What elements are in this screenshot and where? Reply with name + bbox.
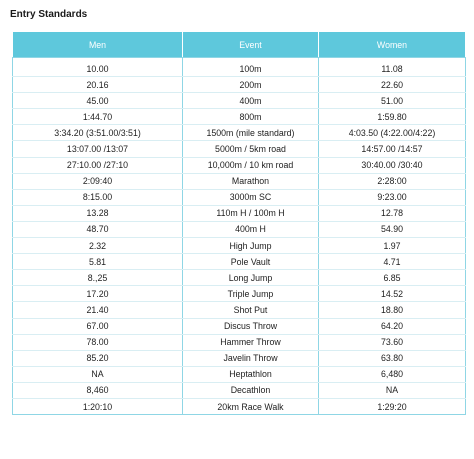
cell-event: High Jump bbox=[183, 238, 319, 254]
table-row bbox=[13, 109, 466, 125]
cell-event: Triple Jump bbox=[183, 286, 319, 302]
cell-event: 200m bbox=[183, 77, 319, 93]
page-title: Entry Standards bbox=[10, 9, 88, 20]
cell-women: 6,480 bbox=[319, 366, 466, 382]
cell-men: 67.00 bbox=[13, 318, 183, 334]
table-row bbox=[13, 238, 466, 254]
cell-men: NA bbox=[13, 366, 183, 382]
cell-event: Marathon bbox=[183, 173, 319, 189]
cell-men: 2:09:40 bbox=[13, 173, 183, 189]
table-row bbox=[13, 318, 466, 334]
entry-standards-table bbox=[12, 31, 466, 415]
cell-women: 22.60 bbox=[319, 77, 466, 93]
table-body bbox=[13, 58, 466, 415]
table-row bbox=[13, 254, 466, 270]
cell-women: 18.80 bbox=[319, 302, 466, 318]
table-row bbox=[13, 286, 466, 302]
cell-men: 8:15.00 bbox=[13, 189, 183, 205]
table-row bbox=[13, 366, 466, 382]
cell-men: 78.00 bbox=[13, 334, 183, 350]
cell-women: 11.08 bbox=[319, 58, 466, 77]
cell-event: 3000m SC bbox=[183, 189, 319, 205]
cell-event: Shot Put bbox=[183, 302, 319, 318]
table-row bbox=[13, 93, 466, 109]
cell-men: 13.28 bbox=[13, 205, 183, 221]
cell-women: 2:28:00 bbox=[319, 173, 466, 189]
table-row bbox=[13, 141, 466, 157]
cell-event: 110m H / 100m H bbox=[183, 205, 319, 221]
cell-women: NA bbox=[319, 382, 466, 398]
table-row bbox=[13, 58, 466, 77]
cell-women: 64.20 bbox=[319, 318, 466, 334]
cell-women: 4:03.50 (4:22.00/4:22) bbox=[319, 125, 466, 141]
table-row bbox=[13, 398, 466, 414]
table-row bbox=[13, 125, 466, 141]
cell-men: 17.20 bbox=[13, 286, 183, 302]
table-row bbox=[13, 350, 466, 366]
cell-women: 54.90 bbox=[319, 221, 466, 237]
cell-event: Hammer Throw bbox=[183, 334, 319, 350]
cell-men: 5.81 bbox=[13, 254, 183, 270]
cell-men: 45.00 bbox=[13, 93, 183, 109]
cell-men: 2.32 bbox=[13, 238, 183, 254]
cell-men: 13:07.00 /13:07 bbox=[13, 141, 183, 157]
cell-men: 21.40 bbox=[13, 302, 183, 318]
table-row bbox=[13, 270, 466, 286]
cell-women: 30:40.00 /30:40 bbox=[319, 157, 466, 173]
cell-event: 10,000m / 10 km road bbox=[183, 157, 319, 173]
cell-women: 12.78 bbox=[319, 205, 466, 221]
cell-event: Heptathlon bbox=[183, 366, 319, 382]
table-row bbox=[13, 382, 466, 398]
cell-men: 8.,25 bbox=[13, 270, 183, 286]
cell-women: 63.80 bbox=[319, 350, 466, 366]
cell-event: Pole Vault bbox=[183, 254, 319, 270]
cell-women: 14.52 bbox=[319, 286, 466, 302]
cell-men: 20.16 bbox=[13, 77, 183, 93]
cell-event: 400m H bbox=[183, 221, 319, 237]
cell-event: 800m bbox=[183, 109, 319, 125]
cell-men: 3:34.20 (3:51.00/3:51) bbox=[13, 125, 183, 141]
cell-women: 14:57.00 /14:57 bbox=[319, 141, 466, 157]
cell-men: 8,460 bbox=[13, 382, 183, 398]
cell-men: 27:10.00 /27:10 bbox=[13, 157, 183, 173]
column-header-women: Women bbox=[319, 32, 466, 58]
cell-women: 1:59.80 bbox=[319, 109, 466, 125]
cell-event: 1500m (mile standard) bbox=[183, 125, 319, 141]
cell-women: 73.60 bbox=[319, 334, 466, 350]
cell-men: 1:44.70 bbox=[13, 109, 183, 125]
cell-men: 48.70 bbox=[13, 221, 183, 237]
table-row bbox=[13, 302, 466, 318]
cell-event: 5000m / 5km road bbox=[183, 141, 319, 157]
cell-women: 4.71 bbox=[319, 254, 466, 270]
cell-event: 20km Race Walk bbox=[183, 398, 319, 414]
cell-women: 9:23.00 bbox=[319, 189, 466, 205]
cell-men: 10.00 bbox=[13, 58, 183, 77]
table-row bbox=[13, 334, 466, 350]
column-header-event: Event bbox=[183, 32, 319, 58]
cell-event: Long Jump bbox=[183, 270, 319, 286]
table-row bbox=[13, 189, 466, 205]
cell-event: Javelin Throw bbox=[183, 350, 319, 366]
cell-women: 1.97 bbox=[319, 238, 466, 254]
table-row bbox=[13, 77, 466, 93]
cell-event: 400m bbox=[183, 93, 319, 109]
cell-women: 51.00 bbox=[319, 93, 466, 109]
cell-women: 6.85 bbox=[319, 270, 466, 286]
table-row bbox=[13, 221, 466, 237]
cell-women: 1:29:20 bbox=[319, 398, 466, 414]
table-row bbox=[13, 205, 466, 221]
table-header-row bbox=[13, 32, 466, 58]
cell-event: 100m bbox=[183, 58, 319, 77]
cell-event: Discus Throw bbox=[183, 318, 319, 334]
table-row bbox=[13, 157, 466, 173]
cell-event: Decathlon bbox=[183, 382, 319, 398]
table-row bbox=[13, 173, 466, 189]
cell-men: 85.20 bbox=[13, 350, 183, 366]
column-header-men: Men bbox=[13, 32, 183, 58]
cell-men: 1:20:10 bbox=[13, 398, 183, 414]
